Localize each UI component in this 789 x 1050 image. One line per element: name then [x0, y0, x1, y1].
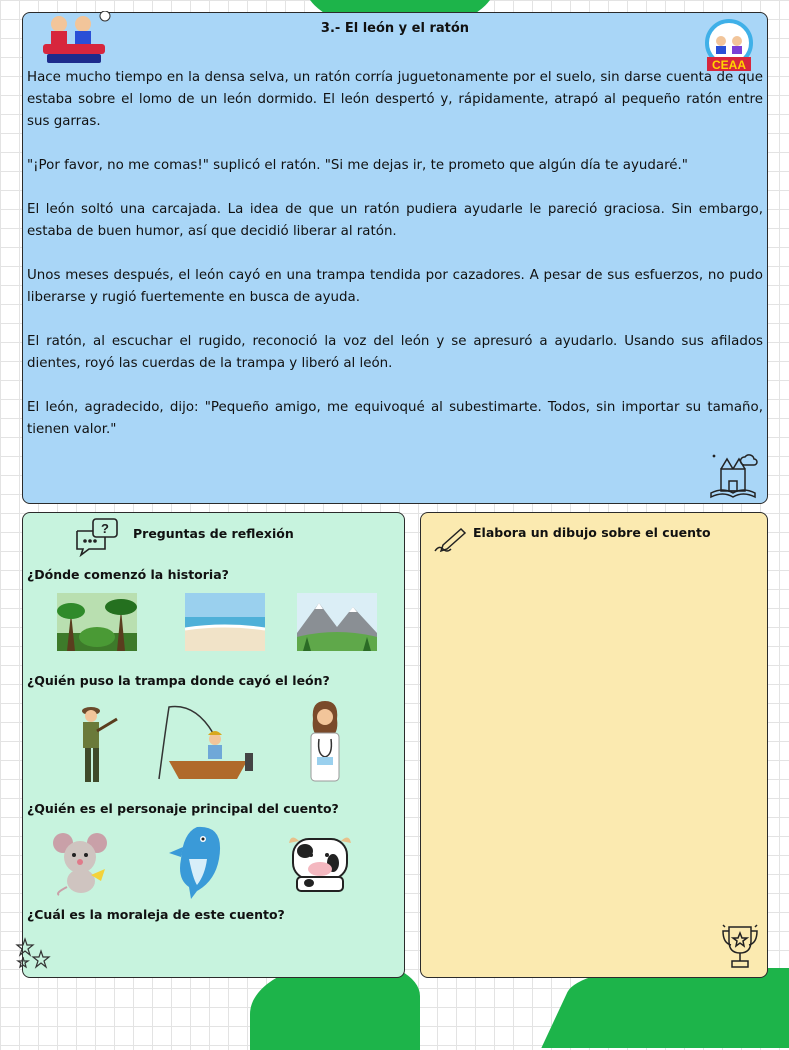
jungle-image[interactable]: [57, 593, 137, 651]
drawing-title: Elabora un dibujo sobre el cuento: [473, 525, 711, 540]
dolphin-image[interactable]: [167, 819, 239, 899]
doctor-image[interactable]: [299, 699, 351, 785]
stars-icon: [15, 937, 55, 971]
story-text: [27, 67, 763, 463]
chat-question-icon: [75, 517, 121, 557]
cow-image[interactable]: [285, 831, 355, 897]
mouse-image[interactable]: [51, 831, 113, 897]
castle-book-icon: [707, 449, 759, 499]
svg-text:?: ?: [101, 521, 109, 536]
question-4: ¿Cuál es la moraleja de este cuento?: [27, 907, 285, 922]
story-paragraph: El ratón, al escuchar el rugido, reconoció la voz del león y se apresuró a ayudarlo. Usando sus afilados dientes, royó las cuerdas de la trampa y liberó al león.: [27, 334, 763, 371]
beach-image[interactable]: [185, 593, 265, 651]
story-paragraph: "¡Por favor, no me comas!" suplicó el ratón. "Si me dejas ir, te prometo que algún día te ayudaré.": [27, 158, 688, 173]
story-paragraph: El león, agradecido, dijo: "Pequeño amigo, me equivoqué al subestimarte. Todos, sin importar su tamaño, tienen valor.": [27, 400, 763, 437]
story-title: 3.- El león y el ratón: [320, 21, 470, 36]
trophy-icon: [719, 923, 761, 971]
svg-text:CEAA: CEAA: [711, 58, 747, 72]
story-paragraph: Unos meses después, el león cayó en una trampa tendida por cazadores. A pesar de sus esfuerzos, no pudo liberarse y rugió fuertemente en busca de ayuda.: [27, 268, 763, 305]
story-paragraph: Hace mucho tiempo en la densa selva, un ratón corría juguetonamente por el suelo, sin darse cuenta de que estaba sobre el lomo de un león dormido. El león despertó y, rápidamente, atrapó al pequeño ratón entre sus garras.: [27, 70, 763, 129]
question-3: ¿Quién es el personaje principal del cuento?: [27, 801, 339, 816]
story-paragraph: El león soltó una carcajada. La idea de que un ratón pudiera ayudarle le pareció graciosa. Sin embargo, estaba de buen humor, así que decidió liberar al ratón.: [27, 202, 763, 239]
question-1: ¿Dónde comenzó la historia?: [27, 567, 229, 582]
mountains-image[interactable]: [297, 593, 377, 651]
hunter-image[interactable]: [69, 703, 119, 785]
aprendiendo-divertido-logo: [33, 11, 113, 65]
question-2: ¿Quién puso la trampa donde cayó el león?: [27, 673, 330, 688]
pencil-writing-icon: [433, 527, 467, 553]
fisherman-image[interactable]: [155, 703, 255, 785]
story-panel: [22, 12, 768, 504]
drawing-panel[interactable]: [420, 512, 768, 978]
decor-blob-bottom-right: [541, 968, 789, 1048]
reflection-panel: [22, 512, 405, 978]
reflection-title: Preguntas de reflexión: [133, 526, 294, 541]
